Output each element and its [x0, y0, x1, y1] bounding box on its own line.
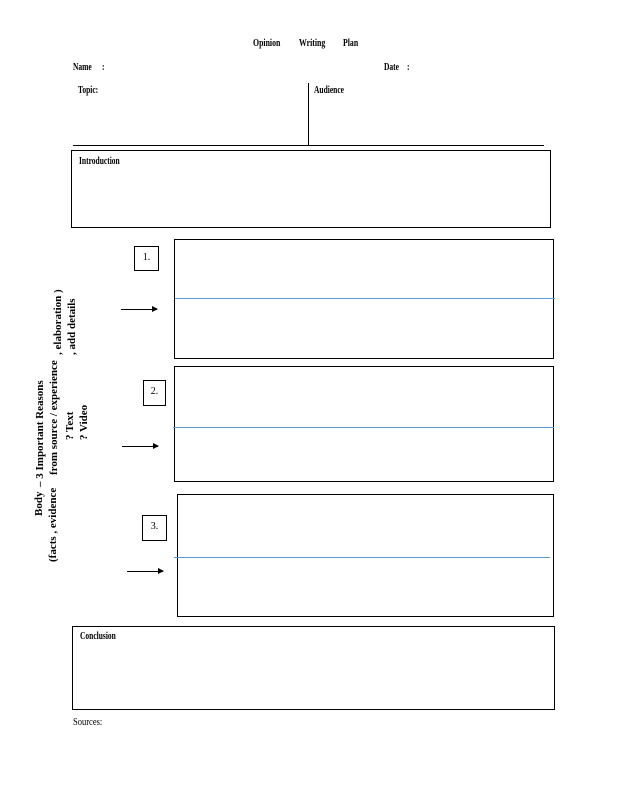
side-text-elaboration: , elaboration ): [52, 289, 64, 355]
audience-label: Audience: [314, 85, 344, 96]
side-text-important-reasons: – 3 Important Reasons: [34, 380, 46, 487]
topic-audience-divider: [308, 83, 309, 145]
name-label: Name: [73, 62, 92, 73]
introduction-box[interactable]: [71, 150, 551, 228]
date-label: Date: [384, 62, 399, 73]
reason-box-1[interactable]: [174, 239, 554, 359]
reason-2-divider: [173, 427, 554, 428]
reason-box-2[interactable]: [174, 366, 554, 482]
conclusion-box[interactable]: [72, 626, 555, 710]
title-word-plan: Plan: [343, 38, 359, 49]
topic-label: Topic:: [78, 85, 99, 96]
reason-number-1: 1.: [134, 246, 159, 271]
arrow-icon: [127, 571, 163, 572]
conclusion-label: Conclusion: [80, 631, 116, 642]
header-rule: [73, 145, 544, 146]
sources-label: Sources:: [73, 717, 103, 728]
side-text-video: ? Video: [78, 404, 90, 440]
name-colon: :: [102, 62, 105, 73]
reason-box-3[interactable]: [177, 494, 554, 617]
reason-number-2: 2.: [143, 380, 166, 406]
reason-3-divider: [174, 557, 550, 558]
side-text-body: Body: [33, 491, 45, 516]
side-text-facts-evidence: (facts , evidence: [47, 487, 59, 562]
reason-1-divider: [175, 298, 555, 299]
reason-number-3: 3.: [142, 515, 167, 541]
arrow-icon: [122, 446, 158, 447]
title-word-opinion: Opinion: [253, 38, 281, 49]
side-text-add-details: , add details: [66, 298, 78, 355]
title-word-writing: Writing: [299, 38, 326, 49]
side-text-source-experience: from source / experience: [48, 360, 60, 475]
introduction-label: Introduction: [79, 156, 120, 167]
arrow-icon: [121, 309, 157, 310]
side-text-text: ? Text: [64, 411, 76, 440]
date-colon: :: [407, 62, 410, 73]
